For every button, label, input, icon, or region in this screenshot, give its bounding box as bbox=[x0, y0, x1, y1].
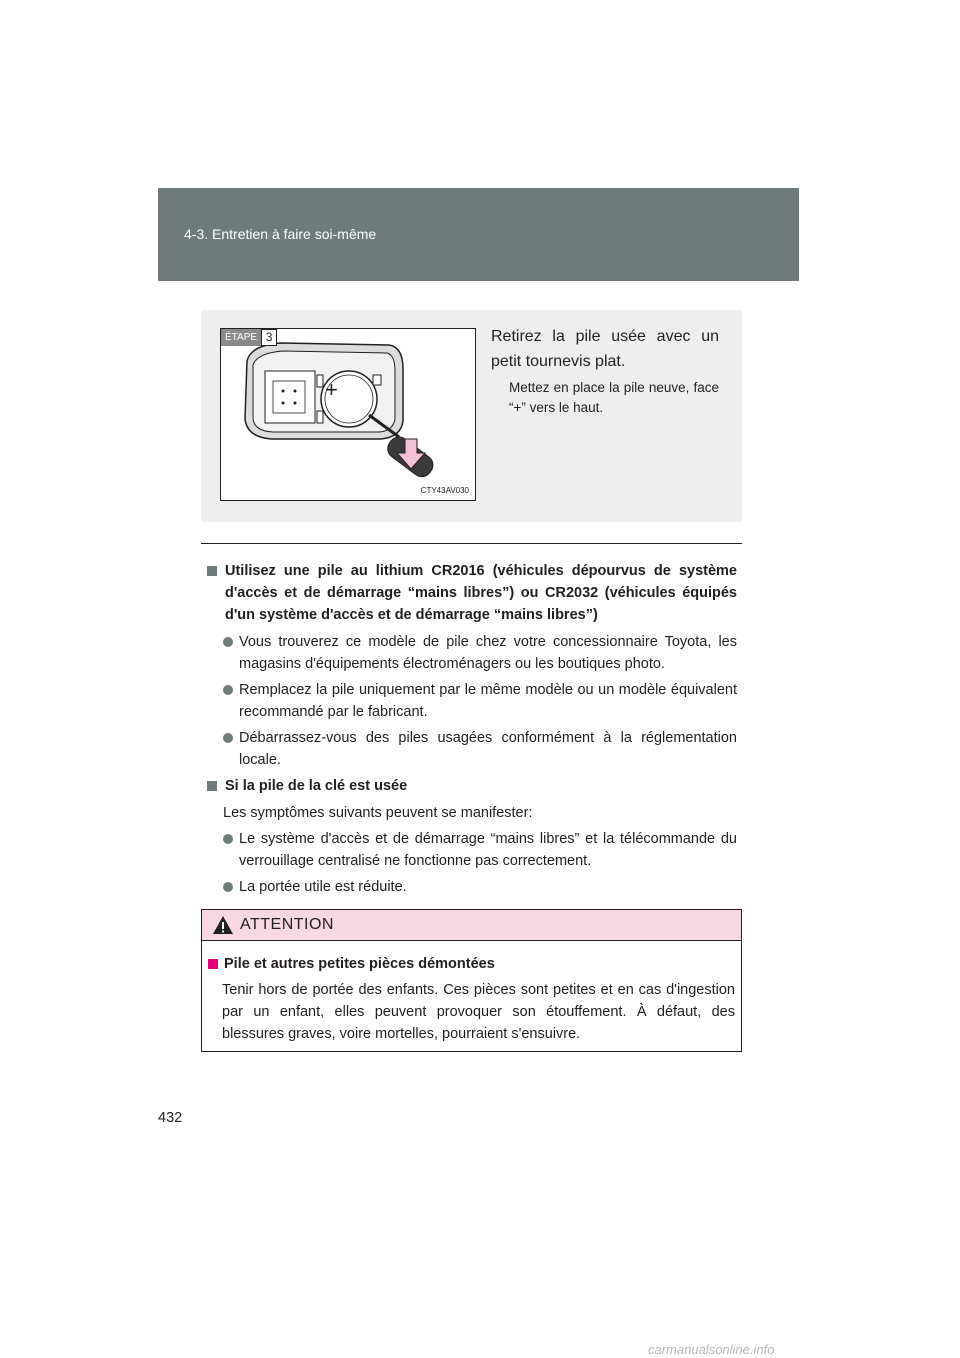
watermark: carmanualsonline.info bbox=[648, 1342, 775, 1357]
circle-bullet-icon bbox=[223, 882, 233, 892]
list-item: Le système d'accès et de démarrage “mains libres” et la télécommande du verrouillage centralisé ne fonctionne pas correctement. bbox=[207, 828, 737, 872]
warning-text: Tenir hors de portée des enfants. Ces pièces sont petites et en cas d'ingestion par un enfant, elles peuvent provoquer son étouffement. À défaut, des blessures graves, voire mortelles, pourraient s'ensuivre. bbox=[222, 982, 735, 1042]
step-box bbox=[201, 310, 742, 522]
square-bullet-icon bbox=[207, 566, 217, 576]
battery-removal-figure bbox=[220, 328, 476, 501]
circle-bullet-icon bbox=[223, 834, 233, 844]
warning-header bbox=[202, 910, 741, 941]
list-item: Remplacez la pile uniquement par le même modèle ou un modèle équivalent recommandé par le fabricant. bbox=[207, 679, 737, 723]
warning-triangle-icon bbox=[212, 915, 234, 935]
notes-content bbox=[207, 560, 737, 902]
figure-code: CTY43AV030 bbox=[420, 486, 469, 495]
step-main-text: Retirez la pile usée avec un petit tournevis plat. bbox=[491, 328, 719, 370]
step-sub-text: Mettez en place la pile neuve, face “+” vers le haut. bbox=[509, 380, 719, 415]
warning-title: ATTENTION bbox=[240, 916, 334, 933]
battery-plus-mark: + bbox=[325, 377, 338, 402]
circle-bullet-icon bbox=[223, 733, 233, 743]
step-word: ÉTAPE bbox=[221, 329, 261, 346]
key-battery-illustration bbox=[221, 329, 476, 501]
square-bullet-icon bbox=[207, 781, 217, 791]
square-bullet-icon bbox=[208, 959, 218, 969]
divider bbox=[201, 543, 742, 544]
section-heading: Si la pile de la clé est usée bbox=[207, 775, 737, 797]
section-title: 4-3. Entretien à faire soi-même bbox=[184, 226, 377, 242]
warning-subheading: Pile et autres petites pièces démontées bbox=[208, 953, 735, 975]
page-number: 432 bbox=[158, 1110, 183, 1126]
section-heading: Utilisez une pile au lithium CR2016 (véhicules dépourvus de système d'accès et de démarrage “mains libres”) ou CR2032 (véhicules équipés d'un système d'accès et de démarrage “mains libres”) bbox=[207, 560, 737, 626]
warning-box bbox=[201, 909, 742, 1052]
section-header bbox=[158, 188, 799, 281]
list-item: La portée utile est réduite. bbox=[207, 876, 737, 898]
section-intro: Les symptômes suivants peuvent se manifester: bbox=[223, 805, 533, 821]
warning-body bbox=[202, 941, 741, 1045]
list-item: Vous trouverez ce modèle de pile chez votre concessionnaire Toyota, les magasins d'équipements électroménagers ou les boutiques photo. bbox=[207, 631, 737, 675]
step-number: 3 bbox=[261, 329, 277, 346]
circle-bullet-icon bbox=[223, 637, 233, 647]
circle-bullet-icon bbox=[223, 685, 233, 695]
step-label bbox=[221, 329, 277, 346]
list-item: Débarrassez-vous des piles usagées conformément à la réglementation locale. bbox=[207, 727, 737, 771]
